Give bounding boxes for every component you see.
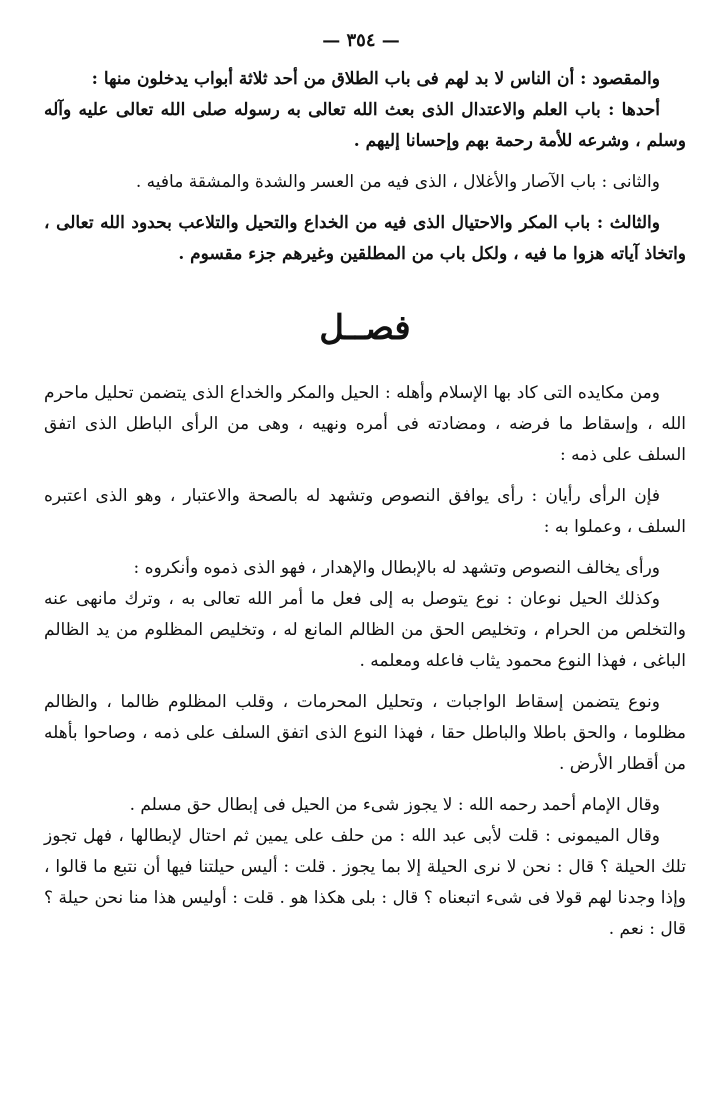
paragraph-second-door: والثانى : باب الآصار والأغلال ، الذى فيه من العسر والشدة والمشقة مافيه . (135, 172, 660, 192)
paragraph-blameworthy-tricks: ونوع يتضمن إسقاط الواجبات ، وتحليل المحرمات ، وقلب المظلوم ظالما ، والظالم مظلوما ، والحق باطلا والباطل حقا ، فهذا النوع الذى اتفق السلف على ذمه ، وصاحوا بأهله من أقطار الأرض . (44, 692, 686, 774)
paragraph-opposing-opinion: ورأى يخالف النصوص وتشهد له بالإبطال والإهدار ، فهو الذى ذموه وأنكروه : (133, 558, 660, 578)
page-number: — ٣٥٤ — (322, 30, 400, 51)
paragraph-two-opinions: فإن الرأى رأيان : رأى يوافق النصوص وتشهد له بالصحة والاعتبار ، وهو الذى اعتبره السلف ، وعملوا به : (44, 486, 686, 537)
section-heading: فصــل (319, 308, 411, 348)
paragraph-two-kinds-of-tricks: وكذلك الحيل نوعان : نوع يتوصل به إلى فعل ما أمر الله تعالى به ، وترك مانهى عنه والتخلص من الحرام ، وتخليص الحق من الظالم المانع له ، وتخليص المظلوم من يد الظالم الباغى ، فهذا النوع محمود يثاب فاعله ومعلمه . (44, 589, 686, 671)
paragraph-first-door: أحدها : باب العلم والاعتدال الذى بعث الله تعالى به رسوله صلى الله تعالى عليه وآله وسلم ، وشرعه للأمة رحمة بهم وإحسانا إليهم . (44, 100, 686, 151)
paragraph-imam-ahmad: وقال الإمام أحمد رحمه الله : لا يجوز شىء من الحيل فى إبطال حق مسلم . (129, 795, 660, 815)
paragraph-tricks: ومن مكايده التى كاد بها الإسلام وأهله : الحيل والمكر والخداع الذى يتضمن تحليل ماحرم الله ، وإسقاط ما فرضه ، ومضادته فى أمره ونهيه ، وهى من الرأى الباطل الذى اتفق السلف على ذمه : (44, 383, 686, 465)
paragraph-maymuni: وقال الميمونى : قلت لأبى عبد الله : من حلف على يمين ثم احتال لإبطالها ، فهل تجوز تلك الحيلة ؟ قال : نحن لا نرى الحيلة إلا بما يجوز . قلت : أليس حيلتنا فيها أن نتبع ما قالوا ، وإذا وجدنا لهم قولا فى شىء اتبعناه ؟ قال : بلى هكذا هو . قلت : أوليس هذا منا نحن حيلة ؟ قال : نعم . (44, 826, 686, 939)
paragraph-intro: والمقصود : أن الناس لا بد لهم فى باب الطلاق من أحد ثلاثة أبواب يدخلون منها : (91, 69, 660, 89)
paragraph-third-door: والثالث : باب المكر والاحتيال الذى فيه من الخداع والتحيل والتلاعب بحدود الله تعالى ، واتخاذ آياته هزوا ما فيه ، ولكل باب من المطلقين وغيرهم جزء مقسوم . (44, 213, 686, 264)
page-body (44, 64, 686, 945)
